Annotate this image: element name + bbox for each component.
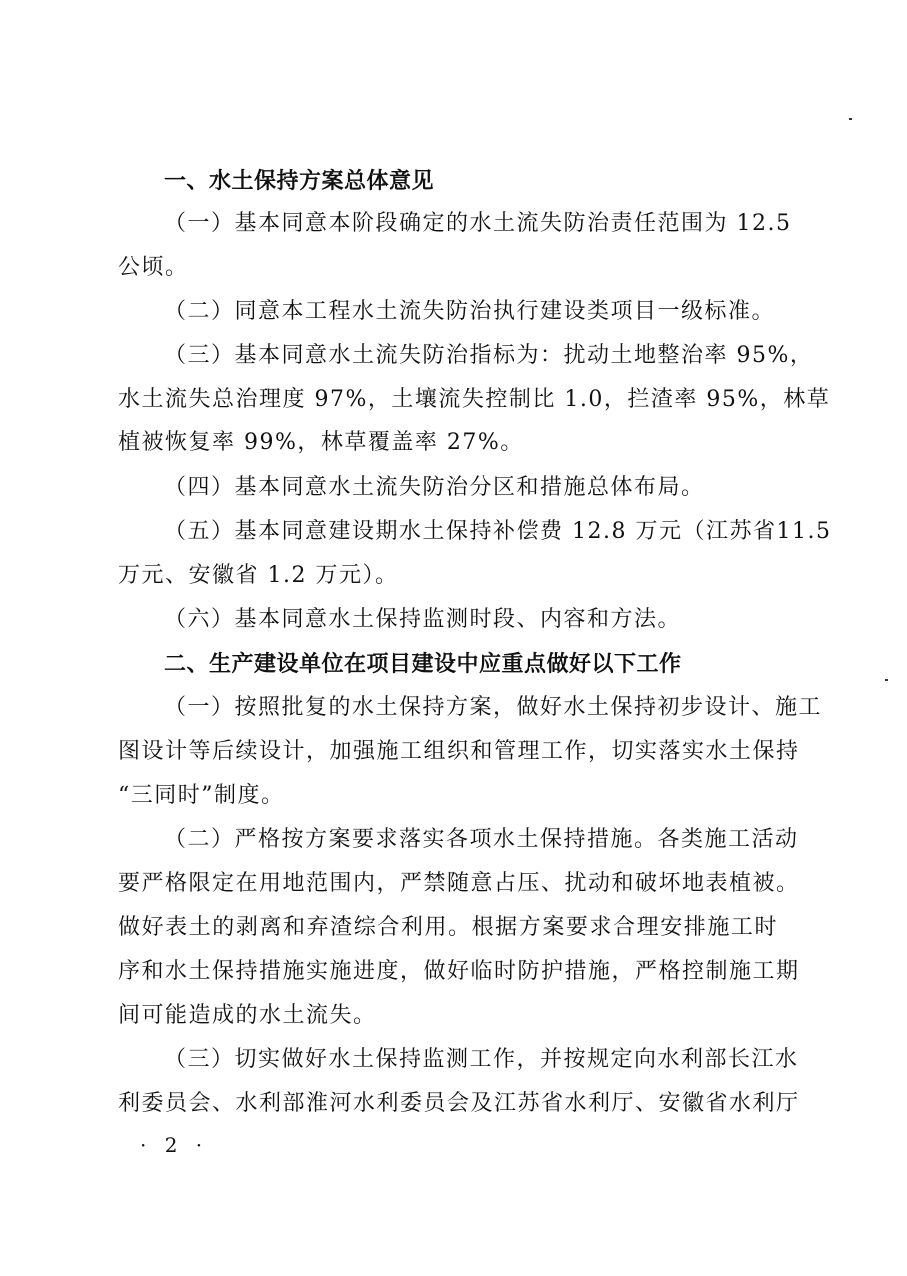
paragraph-line: 水土流失总治理度 97%，土壤流失控制比 1.0，拦渣率 95%，林草 bbox=[118, 387, 831, 412]
paragraph-line: 做好表土的剥离和弃渣综合利用。根据方案要求合理安排施工时 bbox=[118, 915, 778, 940]
paragraph-line: （三）基本同意水土流失防治指标为：扰动土地整治率 95%， bbox=[164, 343, 814, 368]
paragraph-line: （一）基本同意本阶段确定的水土流失防治责任范围为 12.5 bbox=[164, 211, 792, 236]
section-heading-2: 二、生产建设单位在项目建设中应重点做好以下工作 bbox=[164, 651, 682, 677]
paragraph-line: 序和水土保持措施实施进度，做好临时防护措施，严格控制施工期 bbox=[118, 959, 800, 984]
section-heading-1: 一、水土保持方案总体意见 bbox=[164, 168, 435, 194]
paragraph-line: （五）基本同意建设期水土保持补偿费 12.8 万元（江苏省11.5 bbox=[164, 519, 832, 544]
paragraph-line: （一）按照批复的水土保持方案，做好水土保持初步设计、施工 bbox=[164, 695, 823, 720]
paragraph-line: 利委员会、水利部淮河水利委员会及江苏省水利厅、安徽省水利厅 bbox=[118, 1091, 800, 1116]
paragraph-line: （二）同意本工程水土流失防治执行建设类项目一级标准。 bbox=[164, 299, 776, 324]
paragraph-line: 植被恢复率 99%，林草覆盖率 27%。 bbox=[118, 430, 524, 455]
paragraph-line: 万元、安徽省 1.2 万元）。 bbox=[118, 563, 399, 588]
paragraph-line: “三同时”制度。 bbox=[118, 783, 285, 808]
paragraph-line: 图设计等后续设计，加强施工组织和管理工作，切实落实水土保持 bbox=[118, 739, 800, 764]
paragraph-line: （三）切实做好水土保持监测工作，并按规定向水利部长江水 bbox=[164, 1047, 799, 1072]
scan-speck bbox=[885, 679, 888, 681]
page-number: · 2 · bbox=[140, 1133, 209, 1157]
paragraph-line: （四）基本同意水土流失防治分区和措施总体布局。 bbox=[164, 475, 705, 500]
paragraph-line: 要严格限定在用地范围内，严禁随意占压、扰动和破坏地表植被。 bbox=[118, 871, 800, 896]
paragraph-line: （二）严格按方案要求落实各项水土保持措施。各类施工活动 bbox=[164, 827, 799, 852]
paragraph-line: 公顷。 bbox=[118, 255, 189, 280]
paragraph-line: （六）基本同意水土保持监测时段、内容和方法。 bbox=[164, 607, 682, 632]
paragraph-line: 间可能造成的水土流失。 bbox=[118, 1003, 377, 1028]
scan-speck bbox=[849, 118, 852, 120]
